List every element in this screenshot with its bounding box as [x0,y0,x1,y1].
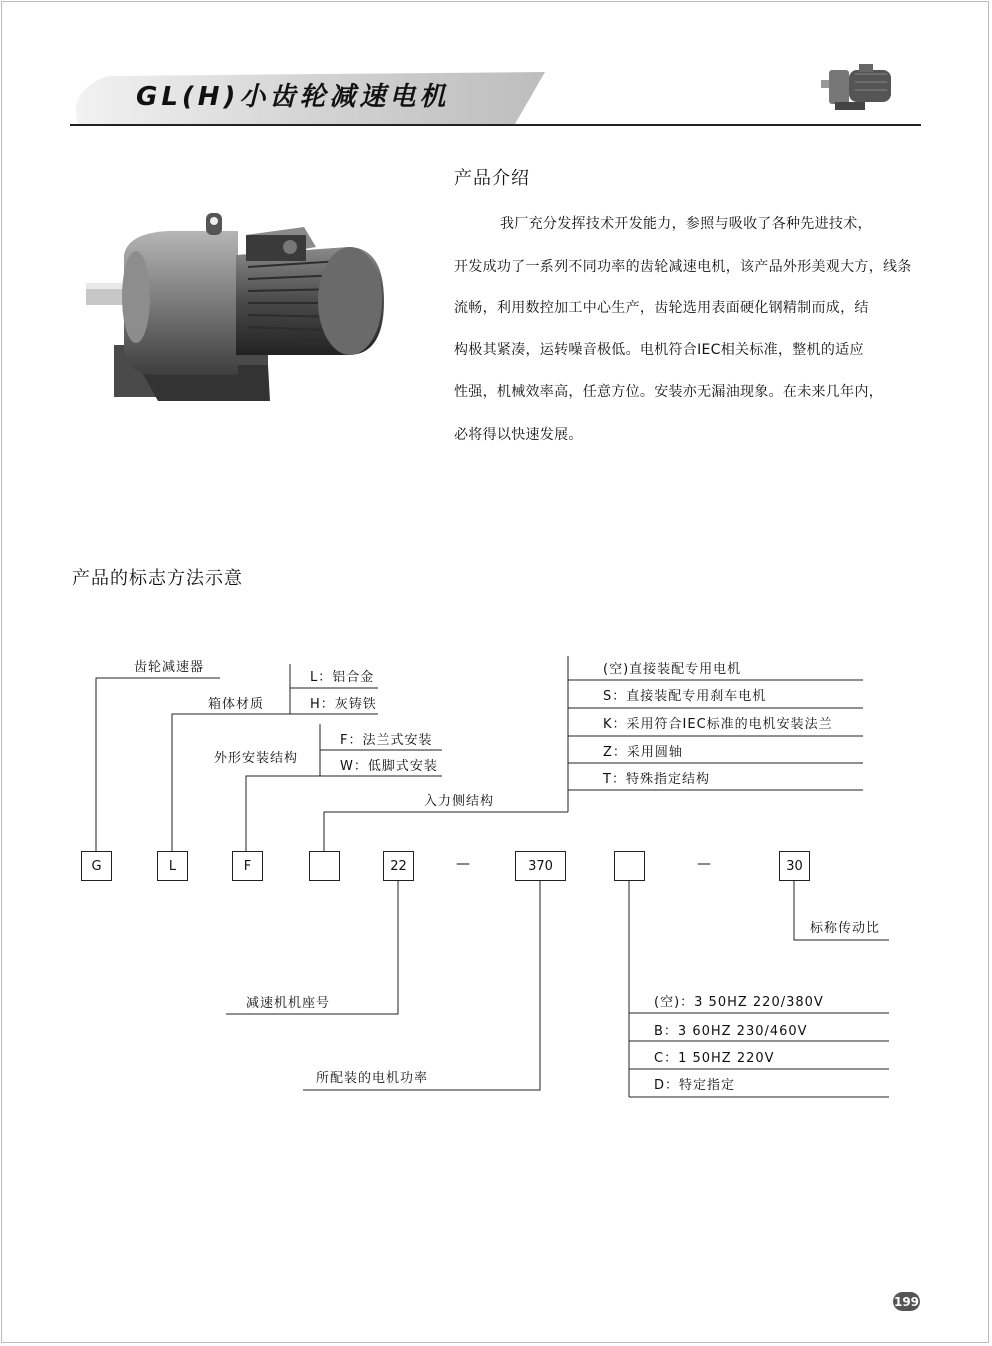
input-option: S：直接装配专用刹车电机 [603,689,767,704]
code-box-g: G [81,851,112,881]
separator-dash: — [456,856,470,872]
input-option: (空)直接装配专用电机 [603,662,742,677]
power-option: B：3 60HZ 230/460V [654,1024,808,1039]
code-box-frame: 22 [383,851,414,881]
label-gear-reducer: 齿轮减速器 [134,660,205,675]
label-mounting: 外形安装结构 [214,751,299,766]
intro-line: 开发成功了一系列不同功率的齿轮减速电机，该产品外形美观大方，线条 [454,259,912,275]
mounting-option: W：低脚式安装 [340,759,438,774]
intro-line: 构极其紧凑，运转噪音极低。电机符合IEC相关标准，整机的适应 [454,342,864,358]
page-title: GL(H)小齿轮减速电机 [136,82,450,112]
power-option: C：1 50HZ 220V [654,1051,775,1066]
code-box-ratio: 30 [779,851,810,881]
label-ratio: 标称传动比 [810,921,881,936]
intro-line: 性强，机械效率高，任意方位。安装亦无漏油现象。在未来几年内， [454,384,883,400]
diagram-heading: 产品的标志方法示意 [72,568,243,589]
power-option: D：特定指定 [654,1078,736,1093]
code-box-input [309,851,340,881]
label-frame-no: 减速机机座号 [246,996,331,1011]
input-option: Z：采用圆轴 [603,745,683,760]
input-option: T：特殊指定结构 [603,772,710,787]
intro-line: 我厂充分发挥技术开发能力，参照与吸收了各种先进技术， [500,216,872,232]
material-option: H：灰铸铁 [310,697,377,712]
separator-dash: — [697,856,711,872]
code-box-voltage [614,851,645,881]
input-option: K：采用符合IEC标准的电机安装法兰 [603,717,833,732]
label-input-side: 入力侧结构 [424,794,495,809]
intro-line: 必将得以快速发展。 [454,427,583,443]
power-option: (空)：3 50HZ 220/380V [654,995,824,1010]
page-number: 199 [893,1292,920,1311]
code-box-power: 370 [515,851,566,881]
code-box-l: L [157,851,188,881]
intro-line: 流畅，利用数控加工中心生产，齿轮选用表面硬化钢精制而成，结 [454,300,869,316]
intro-heading: 产品介绍 [454,168,530,189]
label-housing-material: 箱体材质 [208,697,265,712]
code-box-f: F [232,851,263,881]
label-motor-power: 所配装的电机功率 [316,1071,429,1086]
mounting-option: F：法兰式安装 [340,733,433,748]
material-option: L：铝合金 [310,670,375,685]
